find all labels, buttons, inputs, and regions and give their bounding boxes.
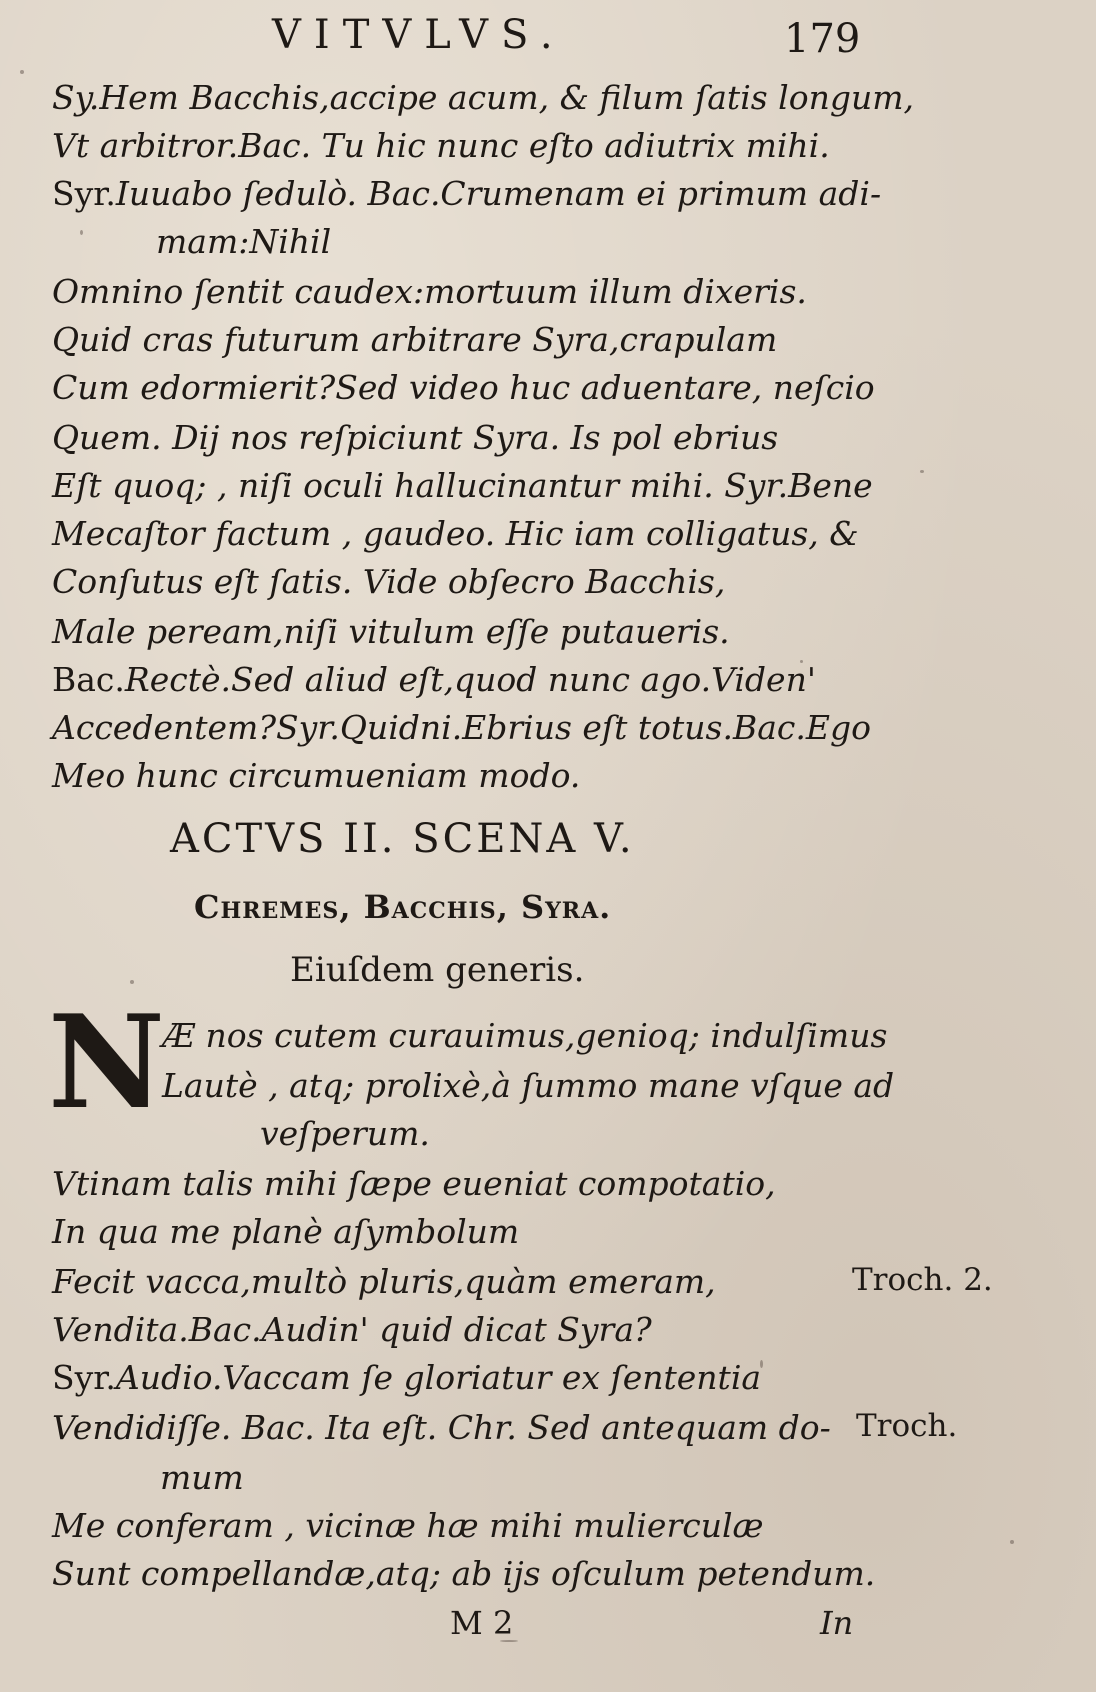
- line-text: Sy.Hem Bacchis,accipe acum, & filum ſatis longum,: [52, 78, 915, 117]
- text-line: [52, 126, 830, 165]
- text-line: [162, 1066, 894, 1105]
- text-line: [160, 1458, 244, 1497]
- paper-speck: [1010, 1540, 1014, 1544]
- line-text: Fecit vacca,multò pluris,quàm emeram,: [52, 1262, 716, 1301]
- line-text: Vtinam talis mihi ſæpe eueniat compotatio,: [52, 1164, 776, 1203]
- act-scene-heading: ACTVS II. SCENA V.: [170, 816, 635, 862]
- line-text: Me conferam , vicinæ hæ mihi mulierculæ: [52, 1506, 764, 1545]
- line-text: Vendita.Bac.Audin' quid dicat Syra?: [52, 1310, 652, 1349]
- text-line: [162, 1016, 887, 1055]
- text-line: [52, 368, 875, 407]
- line-text: veſperum.: [260, 1114, 430, 1153]
- text-line: [52, 466, 873, 505]
- text-line: [52, 708, 871, 747]
- paper-speck: [130, 980, 134, 984]
- meter-label: Eiuſdem generis.: [290, 950, 585, 990]
- line-text: Mecaſtor factum , gaudeo. Hic iam colligatus, &: [52, 514, 859, 553]
- paper-speck: [920, 470, 924, 473]
- line-text: Iuuabo ſedulò. Bac.Crumenam ei primum adi-: [115, 174, 882, 213]
- line-text: Quem. Dij nos reſpiciunt Syra. Is pol ebrius: [52, 418, 779, 457]
- line-text: Sunt compellandæ,atq; ab ijs oſculum petendum.: [52, 1554, 876, 1593]
- margin-note-meter: Troch.: [856, 1408, 958, 1444]
- line-text: Rectè.Sed aliud eſt,quod nunc ago.Viden': [124, 660, 816, 699]
- text-line: [52, 562, 725, 601]
- page-number: 179: [784, 16, 861, 62]
- text-line: [52, 1262, 716, 1301]
- text-line: [52, 1408, 831, 1447]
- line-text: Lautè , atq; prolixè,à ſummo mane vſque ad: [162, 1066, 895, 1105]
- line-text: Omnino ſentit caudex:mortuum illum dixeris.: [52, 272, 807, 311]
- text-line: [52, 418, 778, 457]
- line-text: Vt arbitror.Bac. Tu hic nunc eſto adiutrix mihi.: [52, 126, 830, 165]
- speaker-tag: Syr.: [52, 174, 116, 213]
- paper-speck: [20, 70, 24, 74]
- line-text: mum: [160, 1458, 244, 1497]
- text-line: [52, 612, 730, 651]
- line-text: Male peream,niſi vitulum eſſe putaueris.: [52, 612, 730, 651]
- speakers-list: Chremes, Bacchis, Syra.: [194, 888, 612, 926]
- text-line: [52, 1212, 519, 1251]
- line-text: Accedentem?Syr.Quidni.Ebrius eſt totus.Bac.Ego: [52, 708, 871, 747]
- text-line: [52, 272, 807, 311]
- line-text: Eſt quoq; , niſi oculi hallucinantur mihi. Syr.Bene: [52, 466, 873, 505]
- text-line: [52, 756, 580, 795]
- margin-note-meter: Troch. 2.: [852, 1262, 993, 1298]
- line-text: mam:Nihil: [156, 222, 332, 261]
- text-line: [52, 1358, 761, 1397]
- text-line: [52, 660, 816, 699]
- catchword: In: [820, 1604, 854, 1642]
- running-title: VITVLVS.: [272, 12, 566, 58]
- line-text: Vendidiſſe. Bac. Ita eſt. Chr. Sed antequam do-: [52, 1408, 831, 1447]
- text-line: [52, 1164, 776, 1203]
- line-text: Audio.Vaccam ſe gloriatur ex ſententia: [115, 1358, 762, 1397]
- text-line: [52, 78, 914, 117]
- drop-cap: N: [48, 988, 165, 1138]
- text-line: [260, 1114, 430, 1153]
- speaker-tag: Bac.: [52, 660, 125, 699]
- speaker-tag: Syr.: [52, 1358, 116, 1397]
- line-text: Cum edormierit?Sed video huc aduentare, neſcio: [52, 368, 875, 407]
- text-line: [52, 1554, 875, 1593]
- line-text: Quid cras futurum arbitrare Syra,crapulam: [52, 320, 778, 359]
- line-text: Æ nos cutem curauimus,genioq; indulſimus: [162, 1016, 888, 1055]
- text-line: [52, 1310, 652, 1349]
- line-text: Meo hunc circumueniam modo.: [52, 756, 581, 795]
- line-text: In qua me planè aſymbolum: [52, 1212, 520, 1251]
- text-line: [52, 320, 777, 359]
- text-line: [52, 174, 881, 213]
- line-text: Conſutus eſt ſatis. Vide obſecro Bacchis,: [52, 562, 726, 601]
- paper-speck: [80, 230, 83, 235]
- text-line: [52, 514, 859, 553]
- text-line: [52, 1506, 764, 1545]
- signature-mark: M 2: [450, 1604, 514, 1642]
- text-line: [156, 222, 331, 261]
